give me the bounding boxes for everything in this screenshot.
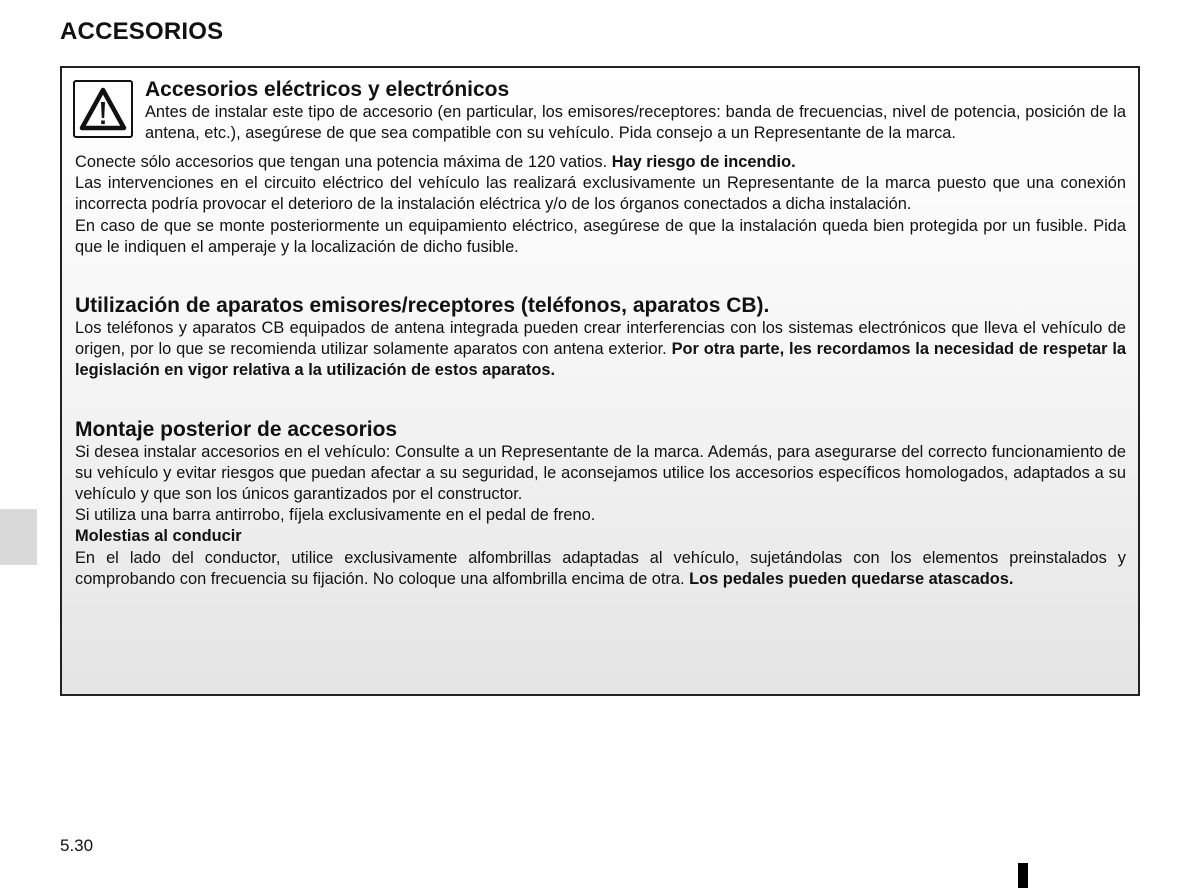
paragraph: En el lado del conductor, utilice exclusivamente alfombrillas adaptadas al vehículo, sujetándolas con los elementos preinstalados y comprobando con frecuencia su fijación. No coloque una alfombrilla encima de otra. Los pedales pueden quedarse atascados. <box>75 548 1126 588</box>
bold-warning: Hay riesgo de incendio. <box>611 153 796 171</box>
chapter-tab <box>0 509 37 565</box>
paragraph: Si utiliza una barra antirrobo, fíjela exclusivamente en el pedal de freno. <box>75 506 596 525</box>
page-number: 5.30 <box>60 836 94 855</box>
paragraph: Las intervenciones en el circuito eléctrico del vehículo las realizará exclusivamente un Representante de la marca puesto que una conexión incorrecta podría provocar el deterioro de la instalación eléctrica y/o de los órganos conectados a dicha instalación. <box>75 174 1126 214</box>
section-heading: Montaje posterior de accesorios <box>75 417 398 441</box>
section-electrical <box>75 78 1126 152</box>
page-marker <box>1018 863 1028 888</box>
bold-warning: Por otra parte, les recordamos la necesidad de respetar la legislación en vigor relativa a la utilización de estos aparatos. <box>75 340 1126 380</box>
paragraph: En caso de que se monte posteriormente un equipamiento eléctrico, asegúrese de que la instalación queda bien protegida por un fusible. Pida que le indiquen el amperaje y la localización de dicho fusible. <box>75 216 1126 256</box>
paragraph: Si desea instalar accesorios en el vehículo: Consulte a un Representante de la marca. Además, para asegurarse del correcto funcionamiento de su vehículo y evitar riesgos que puedan afectar a su seguridad, le aconsejamos utilice los accesorios específicos homologados, adaptados a su vehículo y que son los únicos garantizados por el constructor. <box>75 442 1126 504</box>
section-transmitters <box>75 294 1126 382</box>
warning-box <box>60 66 1140 696</box>
section-heading: Accesorios eléctricos y electrónicos <box>145 78 510 101</box>
section-heading: Utilización de aparatos emisores/receptores (teléfonos, aparatos CB). <box>75 294 770 318</box>
subheading: Molestias al conducir <box>75 527 242 546</box>
page-title: ACCESORIOS <box>60 18 224 45</box>
paragraph: Los teléfonos y aparatos CB equipados de antena integrada pueden crear interferencias con los sistemas electrónicos que lleva el vehículo de origen, por lo que se recomienda utilizar solamente aparatos con antena exterior. Por otra parte, les recordamos la necesidad de respetar la legislación en vigor relativa a la utilización de estos aparatos. <box>75 319 1126 380</box>
bold-warning: Los pedales pueden quedarse atascados. <box>689 569 1014 588</box>
warning-triangle-icon <box>73 80 133 138</box>
paragraph: Antes de instalar este tipo de accesorio (en particular, los emisores/receptores: banda de frecuencias, nivel de potencia, posición de la antena, etc.), asegúrese de que sea compatible con su vehículo. Pida consejo a un Representante de la marca. <box>145 103 1126 143</box>
paragraph: Conecte sólo accesorios que tengan una potencia máxima de 120 vatios. Hay riesgo de incendio. <box>75 153 796 171</box>
section-accessory-mounting <box>75 418 1126 590</box>
